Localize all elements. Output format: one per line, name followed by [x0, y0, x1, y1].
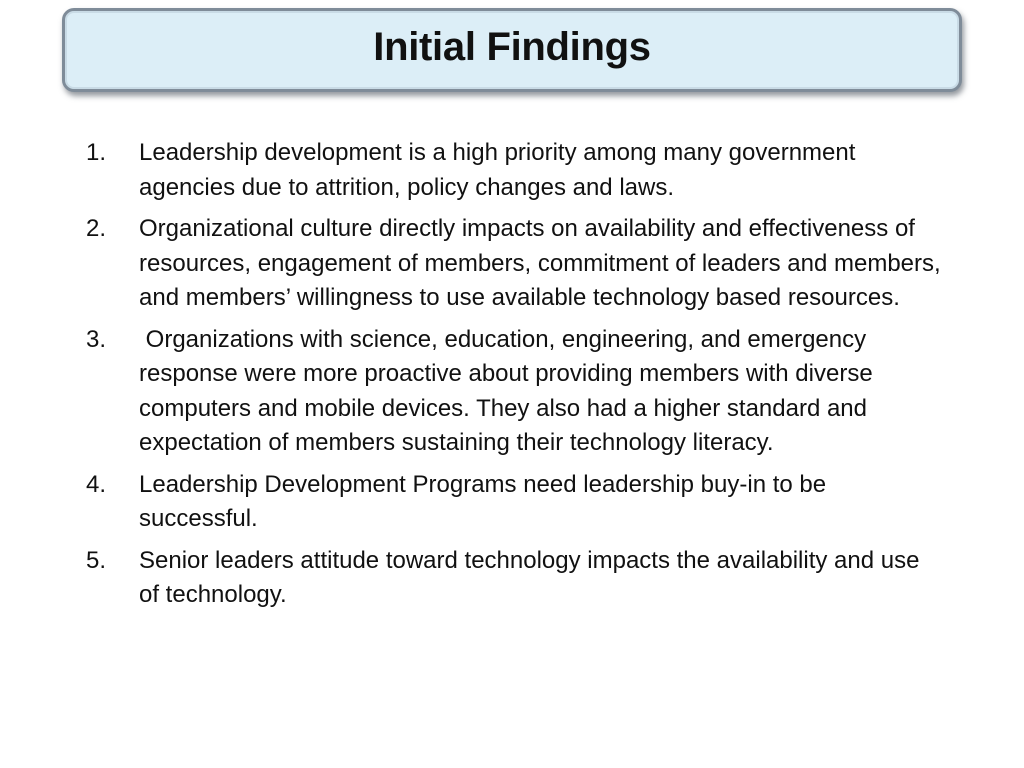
finding-number: 3.: [86, 325, 107, 353]
finding-number: 2.: [86, 215, 107, 242]
finding-item: [86, 544, 946, 613]
finding-text: Leadership development is a high priority among many government agencies due to attrition, policy changes and laws.: [139, 139, 863, 201]
finding-item: [86, 212, 946, 316]
finding-text: Senior leaders attitude toward technology impacts the availability and use of technology.: [139, 546, 927, 608]
finding-text: Organizational culture directly impacts on availability and effectiveness of resources, engagement of members, commitment of leaders and members, and members’ willingness to use available technology based resources.: [139, 215, 948, 311]
finding-number: 4.: [86, 470, 107, 498]
finding-item: [86, 468, 946, 537]
finding-item: [86, 136, 946, 205]
finding-text: Leadership Development Programs need leadership buy-in to be successful.: [139, 470, 833, 532]
finding-text: Organizations with science, education, engineering, and emergency response were more proactive about providing members with diverse computers and mobile devices. They also had a higher standard and expectation of members sustaining their technology literacy.: [139, 325, 880, 456]
finding-number: 1.: [86, 139, 107, 166]
title-banner: [62, 8, 962, 92]
slide-title: Initial Findings: [373, 25, 651, 69]
finding-number: 5.: [86, 546, 107, 574]
findings-list: [86, 136, 946, 620]
finding-item: [86, 323, 946, 461]
